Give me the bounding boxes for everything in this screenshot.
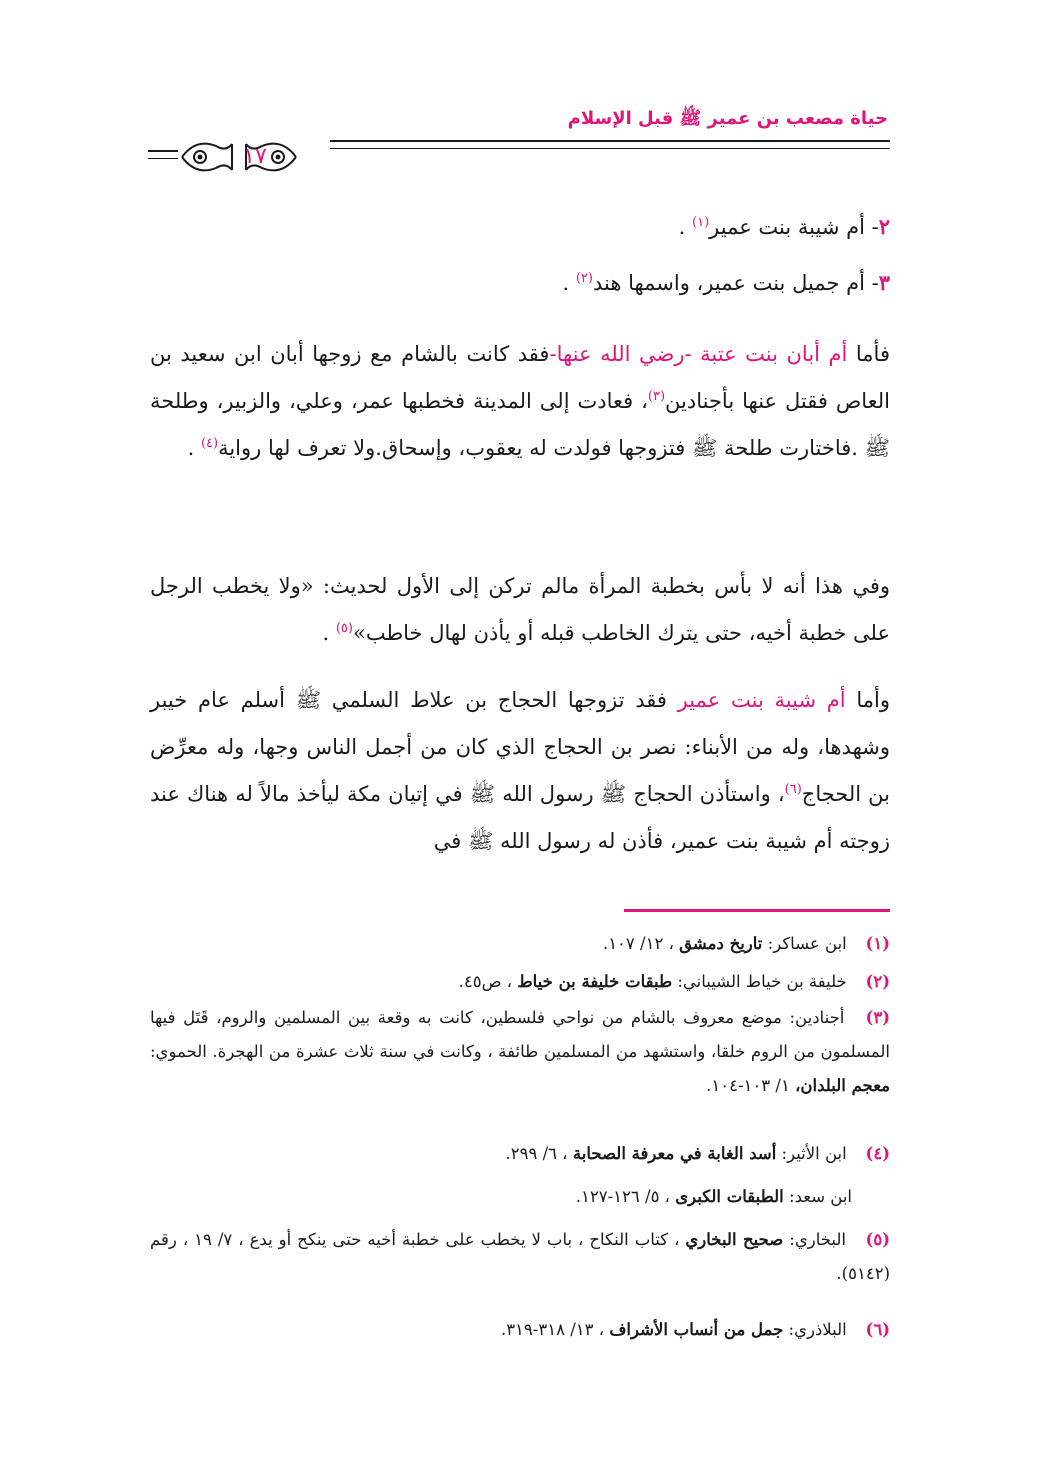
footnote-number: (٣) xyxy=(865,1008,890,1027)
page-number: ١٧ xyxy=(243,144,267,169)
footnote-source: تاريخ دمشق xyxy=(679,934,763,953)
footnote-text: خليفة بن خياط الشيباني: xyxy=(672,972,847,991)
footnote-number: (٦) xyxy=(865,1320,890,1339)
list-text: - أم جميل بنت عمير، واسمها هند xyxy=(592,271,879,295)
footnote-text: البلاذري: xyxy=(783,1320,847,1339)
footnote-text: ، ١٣/ ٣١٨-٣١٩. xyxy=(500,1320,610,1339)
footnote-text: ، ١٢/ ١٠٧. xyxy=(602,934,680,953)
footnote-text: ١/ ١٠٣-١٠٤. xyxy=(706,1076,796,1095)
list-item xyxy=(562,259,890,307)
para-text: فأما xyxy=(847,342,890,366)
para-text: وأما xyxy=(845,688,890,712)
para-text: وفي هذا أنه لا بأس بخطبة المرأة مالم تركن إلى الأول لحديث: «ولا يخطب الرجل على خطبة أخيه، حتى يترك الخاطب قبله أو يأذن لهال خاطب» xyxy=(150,574,890,645)
footnote-number: (١) xyxy=(865,934,890,953)
footnote-text: أجنادين: موضع معروف بالشام من نواحي فلسطين، كانت به وقعة بين المسلمين والروم، قَتَل فيها المسلمون من الروم خلقا، واستشهد من المسلمين طائفة ، وكانت في سنة ثلاث عشرة من الهجرة. الحموي: xyxy=(150,1008,890,1061)
list-end: . xyxy=(678,215,693,239)
header-rule-bottom xyxy=(330,148,890,149)
footnote-source: معجم البلدان، xyxy=(795,1076,890,1095)
para-text: فقد تزوجها الحجاج بن علاط السلمي ﷺ أسلم عام خيبر وشهدها، وله من الأبناء: نصر بن الحجاج الذي كان من أجمل الناس وجها، وله معرِّض بن الحجاج xyxy=(150,688,891,806)
footnote-text: ابن الأثير: xyxy=(776,1144,847,1163)
footnote-source: طبقات خليفة بن خياط xyxy=(517,972,673,991)
footnote-item xyxy=(150,927,890,961)
para-text: ، فعادت إلى المدينة فخطبها عمر، وعلي، والزبير، وطلحة ﷺ .فاختارت طلحة ﷺ فتزوجها فولدت له يعقوب، وإسحاق.ولا تعرف لها رواية xyxy=(150,389,890,460)
footnote-text: ابن عساكر: xyxy=(762,934,847,953)
list-end: . xyxy=(562,271,576,295)
list-text: - أم شيبة بنت عمير xyxy=(709,215,879,239)
paragraph-hadith xyxy=(150,563,890,657)
footnote-text: البخاري: xyxy=(783,1230,847,1249)
footnote-source: صحيح البخاري xyxy=(685,1230,784,1249)
footnote-text: ، ص٤٥. xyxy=(458,972,518,991)
paragraph-umm-aban xyxy=(150,331,890,472)
footnote-ref[interactable]: (٦) xyxy=(784,782,802,797)
footnote-item xyxy=(150,1001,890,1103)
footnote-ref[interactable]: (٥) xyxy=(335,621,353,636)
footnote-text: ، ٦/ ٢٩٩. xyxy=(505,1144,573,1163)
footnote-number: (٢) xyxy=(865,972,890,991)
list-item xyxy=(679,203,890,251)
footnote-number: (٥) xyxy=(865,1230,890,1249)
footnote-number: (٤) xyxy=(865,1144,890,1163)
list-number: ٣ xyxy=(878,270,890,295)
footnote-text: ابن سعد: xyxy=(783,1187,852,1206)
footnote-item xyxy=(150,1180,890,1214)
footnote-ref[interactable]: (٢) xyxy=(575,271,593,286)
footnote-ref[interactable]: (١) xyxy=(692,215,710,230)
footnote-source: الطبقات الكبرى xyxy=(675,1187,784,1206)
para-end: . xyxy=(322,621,336,645)
footnote-source: أسد الغابة في معرفة الصحابة xyxy=(572,1144,777,1163)
footnote-source: جمل من أنساب الأشراف xyxy=(609,1320,784,1339)
footnote-text: ، كتاب النكاح ، باب لا يخطب على خطبة أخيه حتى ينكح أو يدع ، ٧/ ١٩ ، رقم (٥١٤٢). xyxy=(150,1230,890,1283)
footnote-item xyxy=(150,1223,890,1291)
footnote-separator xyxy=(624,909,890,912)
running-header-title: حياة مصعب بن عمير ﷺ قبل الإسلام xyxy=(567,108,888,129)
footnote-item xyxy=(150,1313,890,1347)
para-text: فقد كانت بالشام مع زوجها أبان ابن سعيد بن العاص فقتل عنها بأجنادين xyxy=(150,342,890,413)
header-rule-top xyxy=(330,140,890,142)
paragraph-umm-shayba xyxy=(150,677,890,865)
footnote-ref[interactable]: (٣) xyxy=(647,389,666,404)
footnote-ref[interactable]: (٤) xyxy=(200,436,219,451)
highlighted-name: أم أبان بنت عتبة -رضي الله عنها- xyxy=(549,342,848,366)
footnote-text: ، ٥/ ١٢٦-١٢٧. xyxy=(575,1187,676,1206)
footnote-item xyxy=(150,965,890,999)
highlighted-name: أم شيبة بنت عمير xyxy=(677,688,846,712)
footnote-item xyxy=(150,1137,890,1171)
para-text: ، واستأذن الحجاج ﷺ رسول الله ﷺ في إتيان مكة ليأخذ مالاً له هناك عند زوجته أم شيبة بنت عمير، فأذن له رسول الله ﷺ في xyxy=(150,782,890,853)
list-number: ٢ xyxy=(878,214,890,239)
para-end: . xyxy=(187,436,201,460)
